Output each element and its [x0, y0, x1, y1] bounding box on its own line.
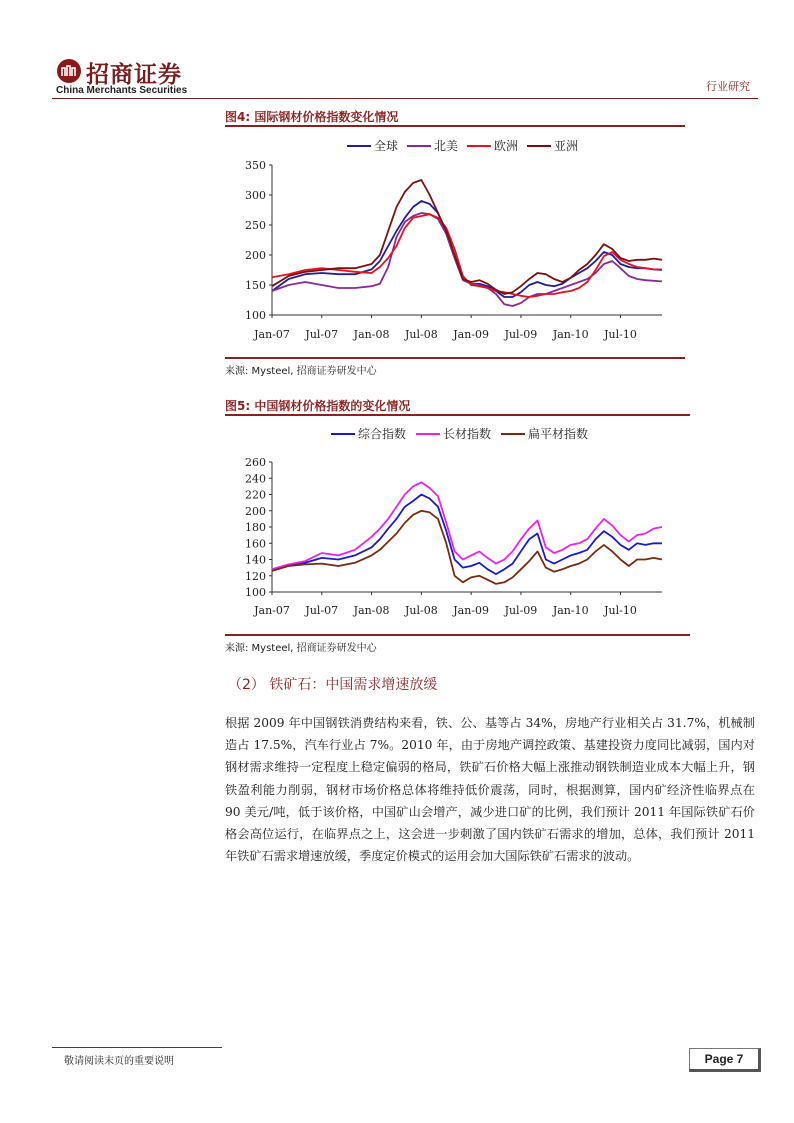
- fig5-x-tick-label: Jan-08: [353, 604, 390, 617]
- fig5-x-tick-label: Jan-09: [453, 604, 490, 617]
- fig5-x-tick-label: Jul-09: [504, 604, 538, 617]
- fig4-x-tick-label: Jan-08: [353, 328, 390, 341]
- figure4-chart: [225, 130, 690, 355]
- figure5-bottom-rule: [225, 634, 690, 636]
- fig5-series-line-3: [272, 511, 662, 584]
- fig5-y-tick-label: 200: [245, 504, 266, 518]
- fig4-x-tick-label: Jan-07: [254, 328, 290, 341]
- fig4-x-tick-label: Jul-07: [305, 328, 339, 341]
- fig5-y-tick-label: 120: [245, 569, 266, 583]
- fig4-legend-label-4: 亚洲: [554, 139, 579, 153]
- section-heading: （2） 铁矿石：中国需求增速放缓: [228, 677, 438, 693]
- report-section-label: 行业研究: [706, 80, 750, 93]
- figure4-title: 图4: 国际钢材价格指数变化情况: [225, 110, 399, 124]
- fig5-legend-label-3: 扁平材指数: [528, 427, 589, 441]
- figure4-bottom-rule: [225, 357, 685, 359]
- fig4-legend-label-2: 北美: [434, 139, 459, 153]
- fig5-y-tick-label: 260: [245, 456, 266, 469]
- fig5-x-tick-label: Jul-08: [404, 604, 438, 617]
- fig4-series-line-4: [272, 180, 662, 294]
- fig4-series-line-2: [272, 213, 662, 306]
- fig4-y-tick-label: 150: [245, 279, 266, 292]
- company-name-en: China Merchants Securities: [56, 85, 188, 96]
- figure5-title: 图5: 中国钢材价格指数的变化情况: [225, 399, 411, 413]
- section-body: 根据 2009 年中国钢铁消费结构来看，铁、公、基等占 34%，房地产行业相关占 31.7%，机械制造占 17.5%，汽车行业占 7%。2010 年，由于房地产调控政策、基建投资力度同比减弱，国内对钢材需求维持一定程度上稳定偏弱的格局，铁矿石价格大幅上涨推动钢铁制造业成本大幅上升，钢铁盈利能力削弱，钢材市场价格总体将维持低价震荡，同时，根据测算，国内矿经济性临界点在 90 美元/吨，低于该价格，中国矿山会增产，减少进口矿的比例，我们预计 2011 年国际铁矿石价格会高位运行，在临界点之上，这会进一步刺激了国内铁矿石需求的增加，总体，我们预计 2011 年铁矿石需求增速放缓，季度定价模式的运用会加大国际铁矿石需求的波动。: [225, 716, 755, 864]
- company-name-cn: 招商证券: [86, 62, 182, 88]
- fig4-legend-label-1: 全球: [374, 139, 399, 153]
- fig5-x-tick-label: Jul-10: [604, 604, 637, 617]
- figure4-source: 来源: Mysteel, 招商证券研发中心: [225, 366, 377, 377]
- fig5-y-tick-label: 100: [245, 586, 266, 599]
- fig4-series-line-3: [272, 214, 662, 297]
- fig5-x-tick-label: Jan-10: [552, 604, 589, 617]
- footer-note: 敬请阅读末页的重要说明: [64, 1056, 174, 1067]
- fig5-series-line-1: [272, 495, 662, 575]
- fig4-y-tick-label: 300: [245, 189, 266, 202]
- company-logo-icon: [56, 58, 82, 84]
- fig4-y-tick-label: 100: [245, 309, 266, 322]
- figure4-top-rule: [225, 125, 685, 127]
- fig5-x-tick-label: Jul-07: [305, 604, 339, 617]
- fig4-y-tick-label: 200: [245, 249, 266, 262]
- fig5-y-tick-label: 180: [245, 521, 266, 534]
- fig5-x-tick-label: Jan-07: [254, 604, 290, 617]
- fig5-y-tick-label: 220: [245, 488, 266, 502]
- fig4-x-tick-label: Jul-10: [604, 328, 637, 341]
- fig5-y-tick-label: 160: [245, 537, 266, 551]
- fig4-y-tick-label: 350: [245, 159, 266, 172]
- fig4-y-tick-label: 250: [245, 219, 266, 232]
- fig4-x-tick-label: Jul-08: [404, 328, 438, 341]
- page-header: [52, 56, 758, 100]
- figure5-top-rule: [225, 414, 690, 416]
- page-number: Page 7: [689, 1048, 761, 1072]
- fig5-legend-label-1: 综合指数: [358, 427, 407, 441]
- fig4-legend-label-3: 欧洲: [494, 139, 519, 153]
- figure5-source: 来源: Mysteel, 招商证券研发中心: [225, 643, 377, 654]
- fig5-y-tick-label: 140: [245, 553, 266, 567]
- fig5-y-tick-label: 240: [245, 472, 266, 486]
- fig5-legend-label-2: 长材指数: [443, 427, 492, 441]
- fig4-x-tick-label: Jan-10: [552, 328, 589, 341]
- fig5-series-line-2: [272, 482, 662, 569]
- header-divider: [52, 98, 758, 99]
- fig4-x-tick-label: Jul-09: [504, 328, 538, 341]
- figure5-chart: [225, 418, 690, 630]
- fig4-x-tick-label: Jan-09: [453, 328, 490, 341]
- footer-divider: [52, 1047, 222, 1048]
